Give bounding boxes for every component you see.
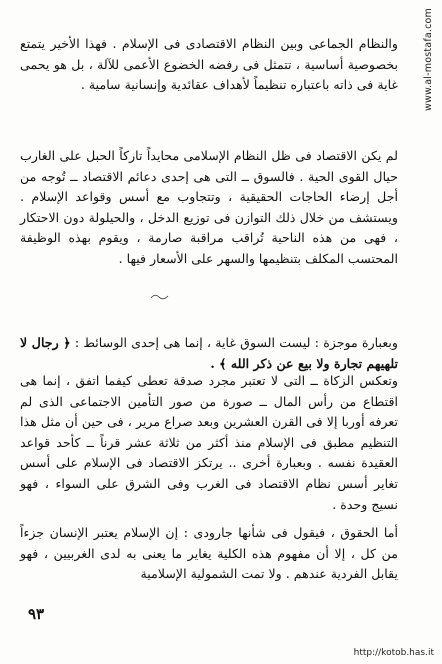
paragraph-4: [20, 523, 398, 585]
paragraph-text: والنظام الجماعى وبين النظام الاقتصادى فى الإسلام . فهذا الأخير يتمتع بخصوصية أساسية ، تتمثل فى رفضه الخضوع الأعمى للآلة ، بل هو يحمى غاية فى ذاته باعتباره تنظيماً لأهداف عقائدية وإنسانية سامية .: [20, 36, 398, 93]
paragraph-quote: [20, 333, 398, 374]
paragraph-3: [20, 371, 398, 515]
paragraph-text: لم يكن الاقتصاد فى ظل النظام الإسلامى محايداً تاركاً الحبل على الغارب حيال القوى الحية . فالسوق ــ التى هى إحدى دعائم الاقتصاد ــ تُوجه من أجل إرضاء الحاجات الحقيقية ، وتتجاوب مع أسس وقواعد الإسلام . ويستشف من خلال ذلك التوازن فى توزيع الدخل ، والحيلولة دون الاحتكار ، فهى من هذه الناحية تُراقب مراقبة صارمة ، ويقوم بهذه الوظيفة المحتسب المكلف بتنظيمها والسهر على الأسعار فيها .: [20, 148, 398, 266]
quote-intro: وبعبارة موجزة : ليست السوق غاية ، إنما هى إحدى الوسائط :: [74, 335, 398, 350]
quote-paragraph: [20, 333, 398, 374]
paragraph-text: أما الحقوق ، فيقول فى شأنها جارودى : إن الإسلام يعتبر الإنسان جزءاً من كل ، إلا أن مفهوم هذه الكلية يغاير ما يعنى به لدى الغربيين ، فهو يقابل الفردية عندهم . ولا تمت الشمولية الإسلامية: [20, 525, 398, 582]
quranic-quote: ﴿ رجال لا تلهيهم تجارة ولا بيع عن ذكر الله ﴾ .: [20, 335, 398, 371]
paragraph-1: [20, 34, 398, 96]
paragraph-text: وتعكس الزكاة ــ التى لا تعتبر مجرد صدقة تعطى كيفما اتفق ، إنما هى اقتطاع من رأس المال ــ صورة من صور التأمين الاجتماعى الذى لم تعرفه أوربا إلا فى القرن العشرين وبعد صراع مرير ، فى حين أن مثل هذا التنظيم مطبق فى الإسلام منذ أكثر من ثلاثة عشر قرناً ــ كأحد قواعد العقيدة نفسه . وبعبارة أخرى .. يرتكز الاقتصاد فى الإسلام على أسس تغاير أسس نظام الاقتصاد فى الغرب وفى الشرق على السواء ، فهو نسيج وحدة .: [20, 373, 398, 512]
page-number: ٩٣: [28, 605, 45, 623]
pen-scribble-mark: [150, 292, 170, 302]
side-watermark: www.al-mostafa.com: [423, 8, 434, 111]
footer-url: http://kotob.has.it: [353, 648, 434, 658]
paragraph-2: [20, 146, 398, 270]
